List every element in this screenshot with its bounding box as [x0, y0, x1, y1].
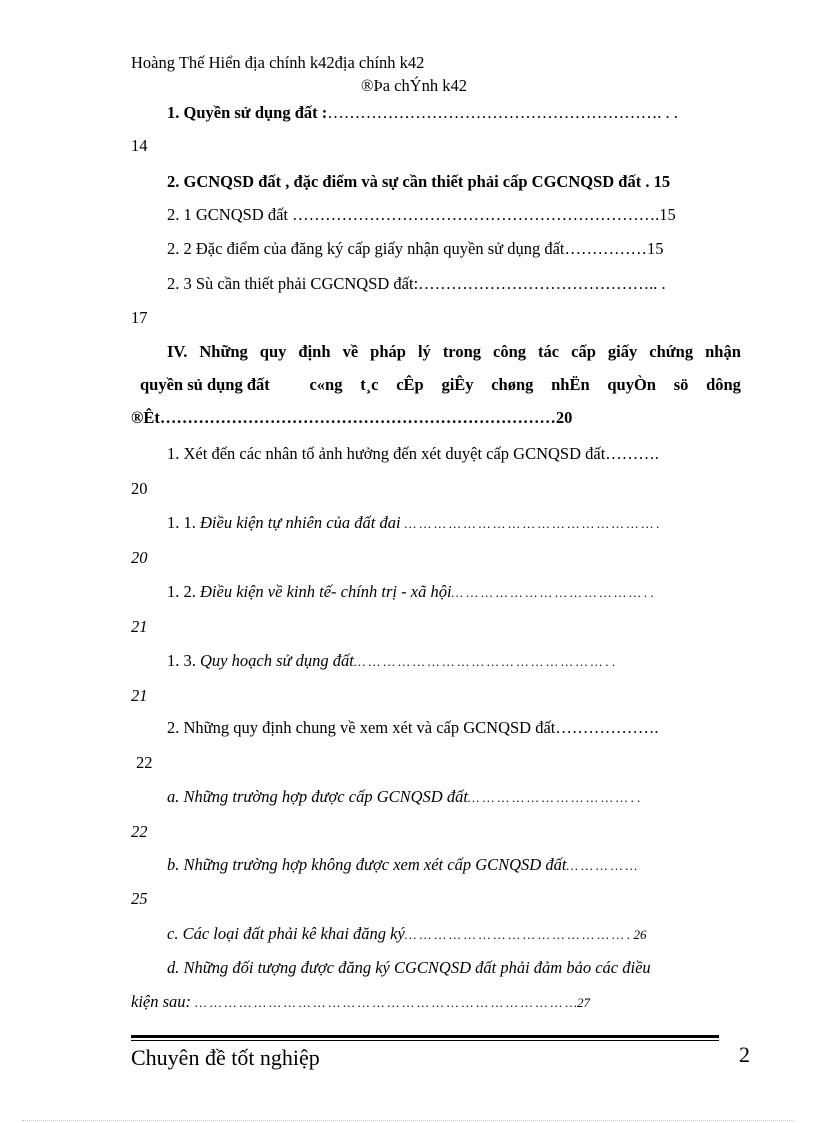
- toc-section-4-word: cÊp: [396, 375, 424, 394]
- toc-entry-4-2-c-text: c. Các loại đất phải kê khai đăng ký: [167, 924, 405, 943]
- toc-entry-4-1: 1. Xét đến các nhân tố ảnh hưởng đến xét duyệt cấp GCNQSD đất……….: [167, 444, 659, 463]
- toc-section-4-word: pháp: [370, 342, 406, 361]
- toc-section-4-line2: [140, 375, 741, 395]
- toc-entry-4-1-2-dots: … … … … … … … … … … … … … . .: [451, 585, 654, 600]
- footer-page-number: 2: [739, 1042, 750, 1067]
- toc-entry-4-2-c: [167, 924, 646, 945]
- toc-entry-2-1: 2. 1 GCNQSD đất ………………………………………………………….15: [167, 205, 676, 224]
- toc-section-4-word: t¸c: [360, 375, 379, 394]
- toc-entry-4-1-2-text: Điều kiện về kinh tế- chính trị - xã hội: [200, 582, 452, 601]
- toc-section-4-word: tác: [538, 342, 560, 361]
- toc-entry-4-1-1-num: 1. 1.: [167, 513, 196, 532]
- toc-entry-4-1-2: [167, 582, 654, 603]
- toc-entry-4-2-a-text: a. Những trường hợp được cấp GCNQSD đất: [167, 787, 468, 806]
- toc-entry-2-3-text: 2. 3 Sù cần thiết phải CGCNQSD đất:: [167, 274, 419, 293]
- toc-entry-4-1-3: [167, 651, 615, 672]
- toc-entry-4-2-b-text: b. Những trường hợp không được xem xét cấp GCNQSD đất: [167, 855, 567, 874]
- toc-entry-4-2-a: [167, 787, 641, 808]
- toc-entry-4-2-d-line1: d. Những đối tượng được đăng ký CGCNQSD đất phải đảm bảo các điều: [167, 958, 651, 977]
- toc-section-4-line1: [167, 342, 741, 362]
- toc-section-4-word: quyÒn: [607, 375, 656, 394]
- toc-section-4-word: về: [342, 342, 359, 361]
- toc-section-4-line3: ®Êt………………………………………………………………20: [131, 408, 573, 427]
- toc-entry-1: [167, 103, 678, 123]
- toc-section-4-word: lý: [417, 342, 431, 361]
- toc-section-4-word: nhận: [705, 342, 741, 361]
- toc-entry-4-2-a-page: 22: [131, 822, 148, 841]
- toc-entry-4-2: 2. Những quy định chung về xem xét và cấp GCNQSD đất……………….: [167, 718, 659, 737]
- toc-entry-4-1-3-dots: … … … … … … … … … … … … … … … … … . .: [353, 654, 616, 669]
- toc-entry-2: 2. GCNQSD đất , đặc điểm và sự cần thiết phải cấp CGCNQSD đất . 15: [167, 172, 671, 191]
- toc-section-4-word: cấp: [571, 342, 596, 361]
- toc-entry-4-2-b-dots: … … … … …: [566, 858, 638, 873]
- toc-section-4-word: IV.: [167, 342, 188, 361]
- toc-section-4-line2-bold: quyền sủ dụng đất: [140, 375, 270, 394]
- toc-entry-4-1-page: 20: [131, 479, 148, 498]
- toc-section-4-word: định: [298, 342, 331, 361]
- toc-entry-1-text: 1. Quyền sử dụng đất :: [167, 103, 328, 122]
- toc-entry-4-1-1-dots: … … … … … … … … … … … … … … … … … .: [404, 516, 660, 531]
- toc-entry-4-2-d-line2-text: kiện sau:: [131, 992, 192, 1011]
- footer-rule-thin: [131, 1040, 719, 1041]
- toc-entry-2-2: 2. 2 Đặc điểm của đăng ký cấp giấy nhận quyền sử dụng đất……………15: [167, 239, 664, 258]
- toc-section-4-word: dông: [706, 375, 741, 394]
- toc-entry-4-1-2-num: 1. 2.: [167, 582, 196, 601]
- header-author-line: Hoàng Thế Hiển địa chính k42địa chính k42: [131, 53, 425, 72]
- toc-entry-4-2-a-dots: … … … … … … … … … … … . .: [467, 790, 641, 805]
- toc-section-4-word: quy: [259, 342, 287, 361]
- toc-entry-1-page: 14: [131, 136, 148, 155]
- footer-rule-thick: [131, 1035, 719, 1038]
- toc-entry-4-2-d-line2: [131, 992, 590, 1013]
- toc-entry-4-2-c-dots: … … … … … … … … … … … … … … … . 26: [404, 927, 647, 942]
- toc-section-4-word: c«ng: [309, 375, 343, 394]
- toc-entry-4-1-1-text: Điều kiện tự nhiên của đất đai: [200, 513, 401, 532]
- toc-entry-4-1-3-num: 1. 3.: [167, 651, 196, 670]
- toc-entry-1-dots: ……………………………………………………. . .: [327, 103, 678, 122]
- toc-section-4-word: giấy: [607, 342, 638, 361]
- toc-section-4-word: trong: [442, 342, 482, 361]
- toc-entry-4-2-page: 22: [136, 753, 153, 772]
- toc-entry-4-2-b-page: 25: [131, 889, 148, 908]
- footer-title: Chuyên đề tốt nghiệp: [131, 1045, 320, 1070]
- toc-entry-2-3: [167, 274, 666, 294]
- toc-entry-4-1-1-page: 20: [131, 548, 148, 567]
- toc-entry-2-3-dots: …………………………………….. .: [418, 274, 666, 293]
- page-bottom-border: [22, 1120, 794, 1121]
- toc-entry-4-1-3-text: Quy hoạch sử dụng đất: [200, 651, 354, 670]
- toc-entry-4-2-d-dots: … … … … … … … … … … … … … … … … … … … … … … … … … …27: [195, 995, 590, 1010]
- toc-section-4-word: giÊy: [441, 375, 474, 394]
- toc-section-4-word: công: [493, 342, 527, 361]
- toc-section-4-word: chứng: [649, 342, 694, 361]
- toc-entry-4-1-1: [167, 513, 660, 534]
- header-garbled-line: ®Þa chÝnh k42: [361, 76, 468, 95]
- toc-entry-4-1-2-page: 21: [131, 617, 148, 636]
- toc-entry-4-2-b: [167, 855, 637, 876]
- toc-section-4-word: sö: [673, 375, 689, 394]
- toc-section-4-word: chøng: [491, 375, 534, 394]
- toc-section-4-word: nhËn: [551, 375, 590, 394]
- toc-entry-4-1-3-page: 21: [131, 686, 148, 705]
- toc-section-4-word: Những: [199, 342, 248, 361]
- toc-entry-2-3-page: 17: [131, 308, 148, 327]
